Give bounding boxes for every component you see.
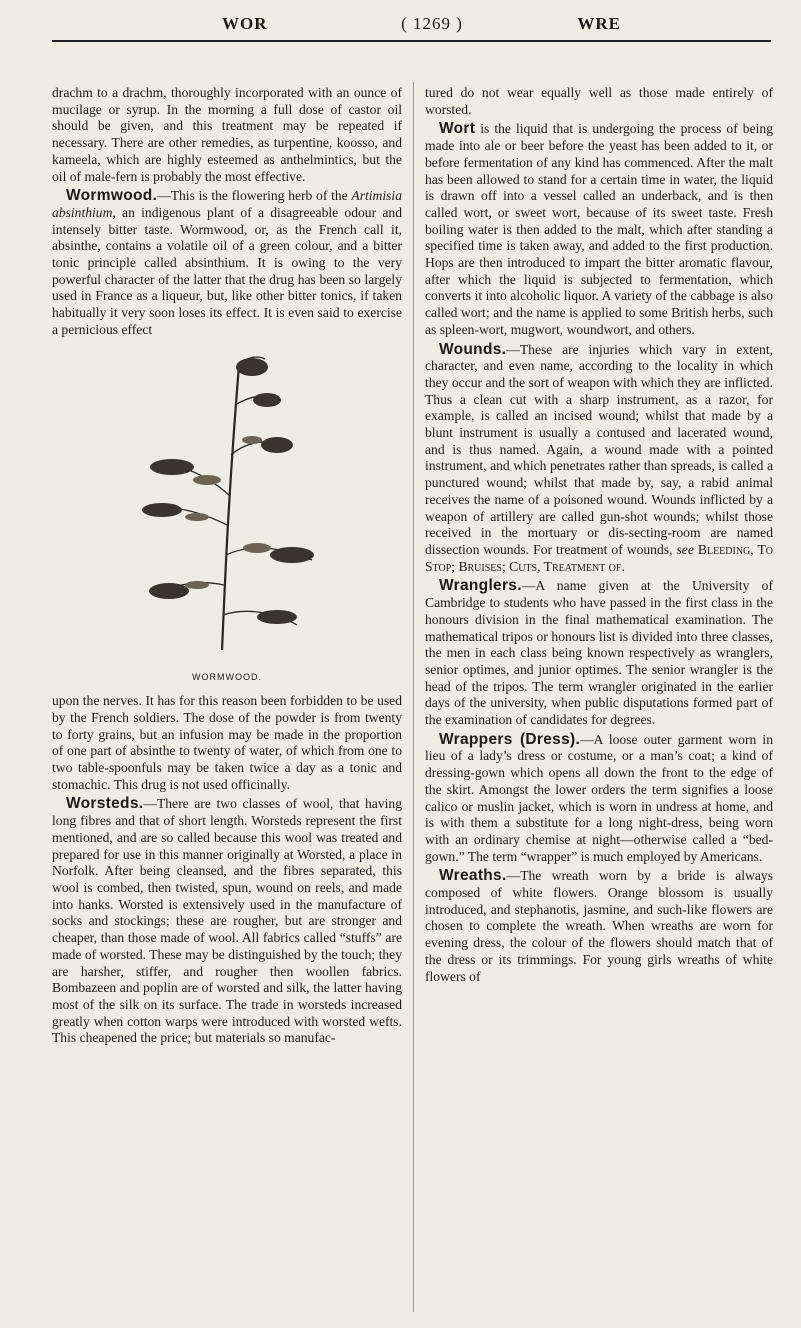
headword-wort: Wort xyxy=(439,120,476,138)
cross-references: Bleeding, To Stop; Bruises; Cuts, Treatment of. xyxy=(425,541,773,574)
figure-caption: WORMWOOD. xyxy=(192,671,262,682)
page-number: ( 1269 ) xyxy=(401,14,463,33)
header-rule xyxy=(52,40,771,42)
right-column xyxy=(425,85,773,988)
latin-name: Artimisia absinthium xyxy=(52,188,402,220)
headword-wormwood: Wormwood. xyxy=(66,187,158,205)
entry-worsteds: Worsteds.—There are two classes of wool, that having long fibres and that of short length. Worsteds represent the first mentioned, and are so called because this wool was treated and prepared for use in this manner originally at Worsted, a place in Norfolk. After being cleansed, and the fibres separated, this wool is combed, then twisted, spun, wound on reels, and made into hanks. Worsted is extensively used in the manufacture of socks and stockings; these are rougher, but are stronger and cheaper, than those made of wool. All fabrics called “stuffs” are made of worsted. These may be distinguished by the touch; they are harsher, stiffer, and rougher then woollen fabrics. Bombazeen and poplin are of worsted and silk, the latter having most of the silk on its surface. The trade in worsteds increased greatly when cotton warps were introduced with worsted wefts. This cheapened the price; but materials so manufac- xyxy=(52,795,402,1046)
entry-wreaths: Wreaths.—The wreath worn by a bride is always composed of white flowers. Orange blossom is usually introduced, and stephanotis, jasmine, and such-like flowers are chosen to complete the wreath. When wreaths are worn for evening dress, the colour of the flowers should match that of the dress or its trimmings. For young girls wreaths of white flowers of xyxy=(425,867,773,984)
wormwood-illustration xyxy=(52,345,402,665)
left-column xyxy=(52,85,402,1050)
entry-wort: Wort is the liquid that is undergoing the process of being made into ale or beer before the yeast has been added to it, or before fermentation of any kind has commenced. After the malt has been allowed to stand for a certain time in water, the liquid is drawn off into a vessel called an underback, and is then called wort, or sweet wort, because of its sweet taste. Fresh boiling water is then added to the malt, which after standing a specified time is taken away, and added to the first production. Hops are then introduced to impart the bitter aromatic flavour, after which the liquid is subjected to fermentation, which converts it into alcoholic liquor. A variety of the cabbage is also called wort; and the name is applied to some British herbs, such as spleen-wort, mugwort, woundwort, and others. xyxy=(425,120,773,337)
header-left-word: WOR xyxy=(222,14,268,33)
entry-wormwood: Wormwood.—This is the flowering herb of the Artimisia absinthium, an indigenous plant of a disagreeable odour and intensely bitter taste. Wormwood, or, as the French call it, absinthe, contains a volatile oil of a green colour, and a bitter tonic principle called absinthium. It is owing to the very powerful character of the latter that the drug has been so largely used in France as a liqueur, but, like other bitter tonics, if taken habitually it very soon loses its effect. It is even said to exercise a pernicious effect xyxy=(52,187,402,337)
wormwood-plant-drawing xyxy=(127,345,327,655)
headword-wreaths: Wreaths. xyxy=(439,867,507,885)
paragraph-worsteds-continued: tured do not wear equally well as those made entirely of worsted. xyxy=(425,85,773,117)
headword-worsteds: Worsteds. xyxy=(66,795,144,813)
entry-wounds: Wounds.—These are injuries which vary in extent, character, and even name, according to the locality in which they occur and the sort of weapon with which they are inflicted. Thus a clean cut with a sharp instrument, as a razor, for example, is called an incised wound; whilst that made by a blunt instrument is usually a contused and lacerated wound, and is thus named. Again, a wound made with a pointed instrument, and which penetrates rather than spreads, is called a punctured wound; whilst that made by, say, a rabid animal receives the name of a poisoned wound. Wounds inflicted by a weapon of artillery are called gun-shot wounds; whilst those received in the mortuary or dis-secting-room are named dissection wounds. For treatment of wounds, see Bleeding, To Stop; Bruises; Cuts, Treatment of. xyxy=(425,340,773,574)
headword-wounds: Wounds. xyxy=(439,340,507,358)
headword-wrappers: Wrappers (Dress). xyxy=(439,730,581,748)
column-divider xyxy=(413,82,414,1312)
header-right-word: WRE xyxy=(577,14,621,33)
paragraph-wormwood-continued: upon the nerves. It has for this reason been forbidden to be used by the French soldiers. The dose of the powder is from twenty to forty grains, but an infusion may be made in the proportion of one part of absinthe to twenty of water, of which from one to two table-spoonfuls may be taken twice a day as a tonic and stomachic. This drug is not used officinally. xyxy=(52,693,402,792)
running-header xyxy=(42,14,771,38)
entry-wrappers: Wrappers (Dress).—A loose outer garment worn in lieu of a lady’s dress or costume, or a man’s coat; a kind of dressing-gown which opens all down the front to the edge of the skirt. Amongst the lower orders the term signifies a loose calico or muslin jacket, which is worn in undress at home, and is with them a substitute for a long night-dress, being worn with an ordinary chemise at night—otherwise called a “bed-gown.” The term “wrapper” is much employed by Americans. xyxy=(425,730,773,864)
entry-wranglers: Wranglers.—A name given at the University of Cambridge to students who have passed in the first class in the honours division in the final mathematical examination. The mathematical tripos or honours list is divided into three classes, the men in each class being known respectively as wranglers, senior optimes, and junior optimes. The senior wrangler is the head of the tripos. The term wrangler originated in the earlier days of the university, when public disputations formed part of the examination of candidates for degrees. xyxy=(425,577,773,728)
headword-wranglers: Wranglers. xyxy=(439,577,522,595)
paragraph-worm-treatment: drachm to a drachm, thoroughly incorporated with an ounce of mucilage or syrup. In the morning a full dose of castor oil should be given, and this treatment may be repeated if necessary. There are other remedies, as turpentine, koosso, and kameela, which are highly esteemed as anthelmintics, but the oil of male-fern is probably the most effective. xyxy=(52,85,402,184)
